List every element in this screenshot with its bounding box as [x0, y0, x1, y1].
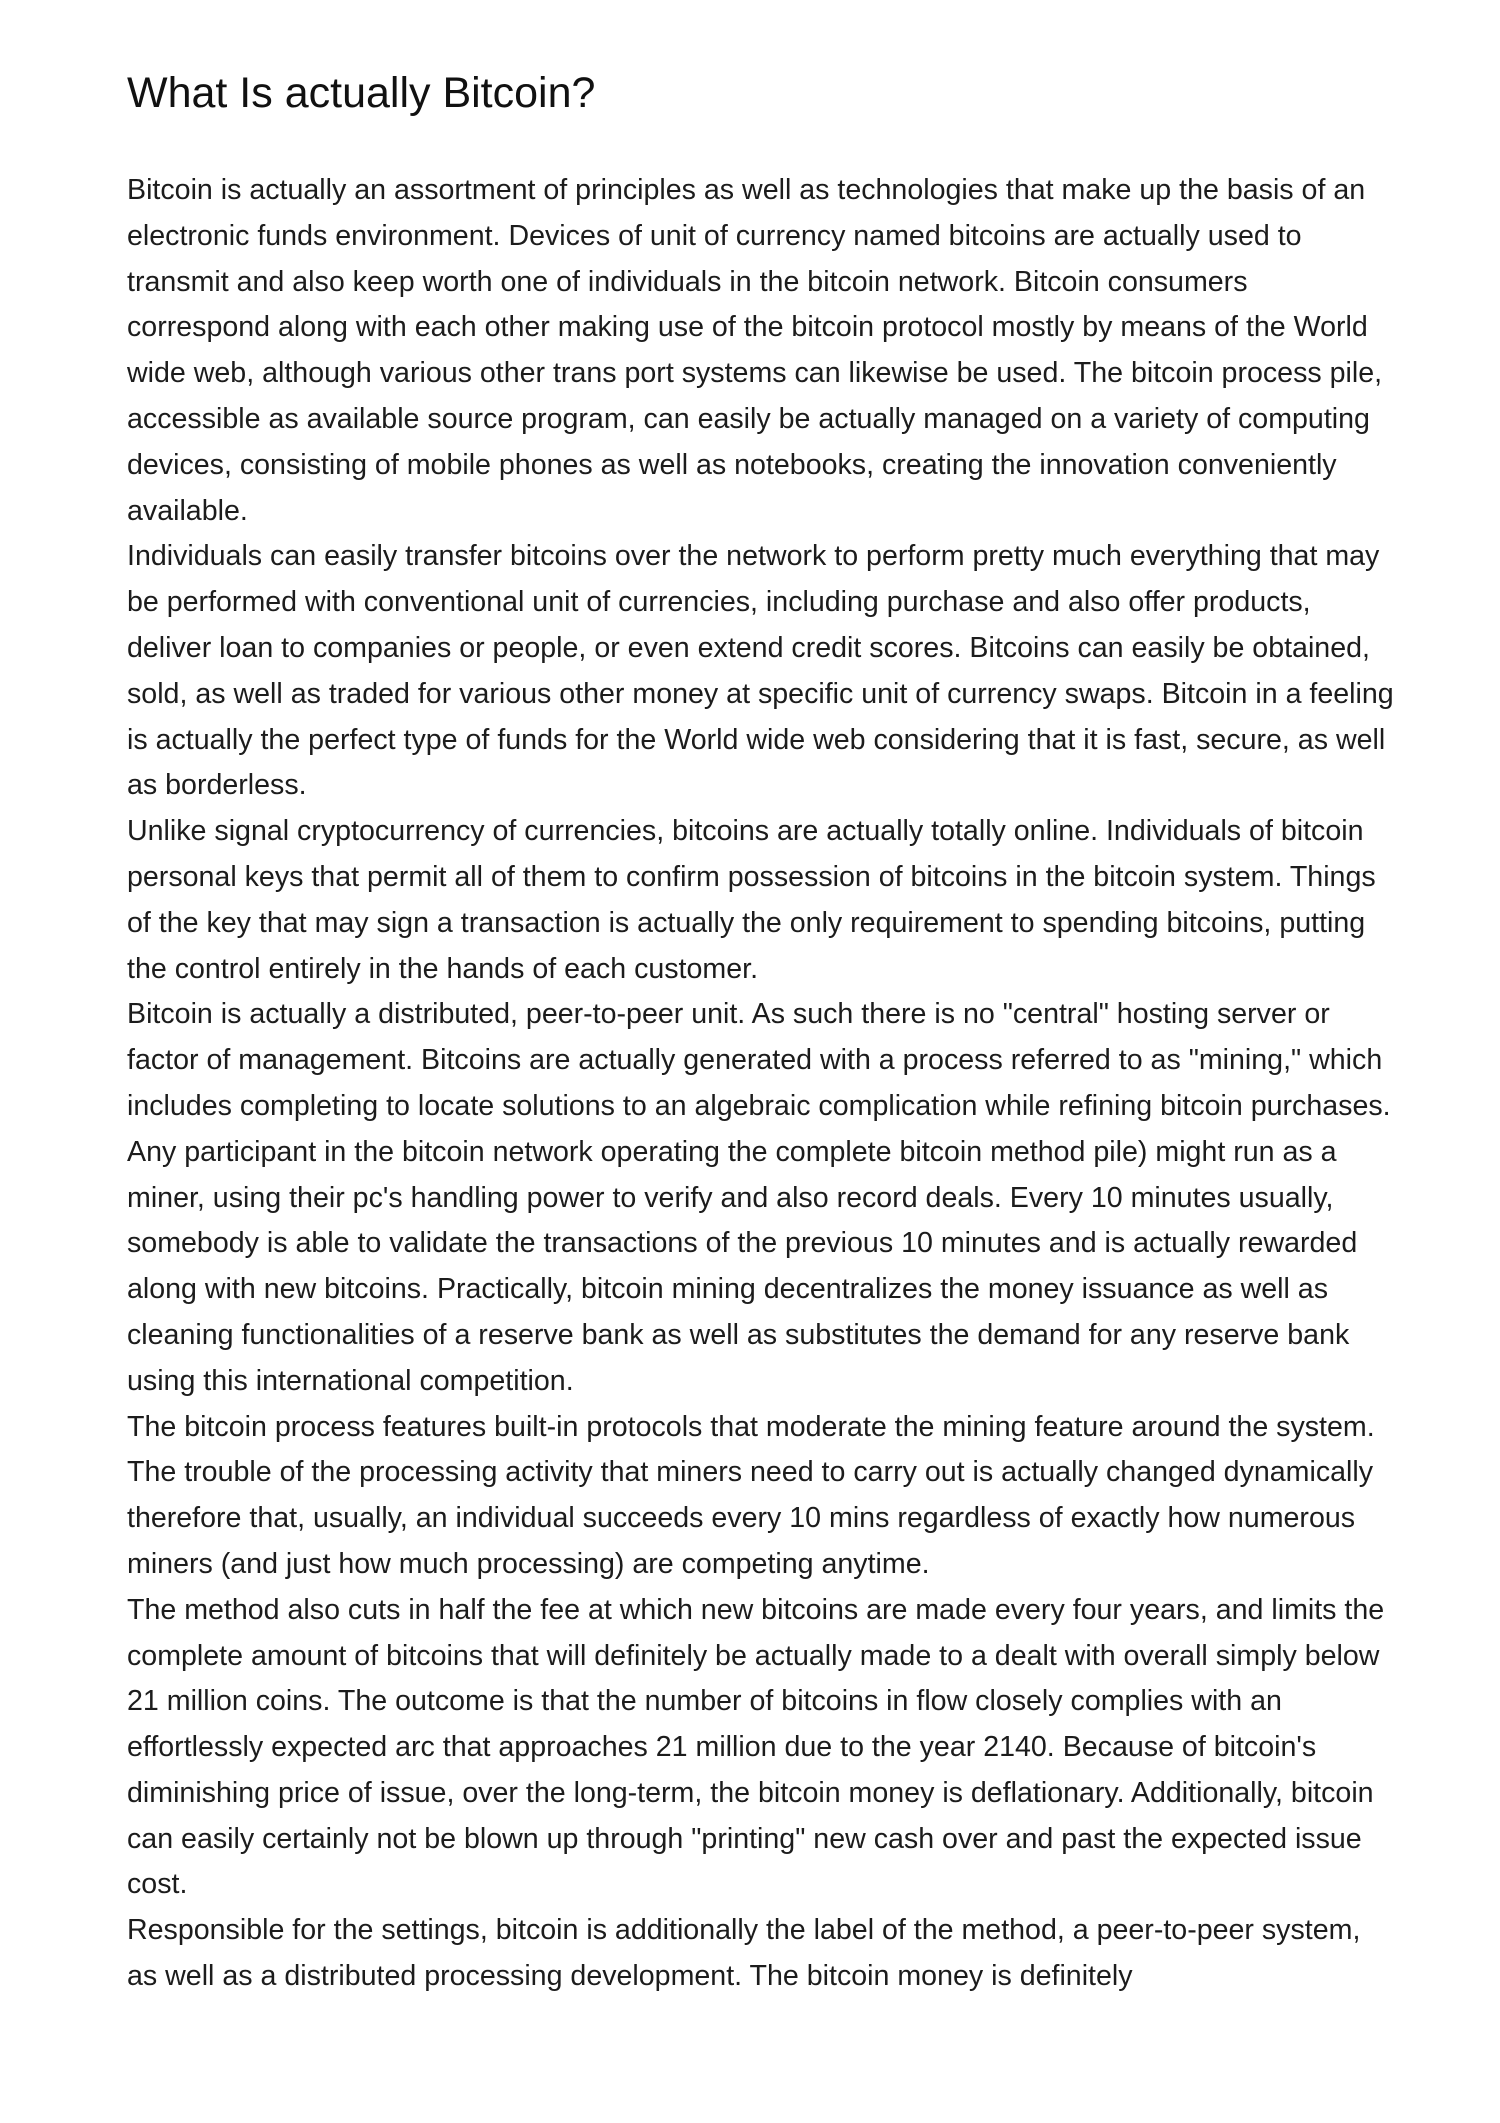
paragraph-intro: Bitcoin is actually an assortment of principles as well as technologies that make up the basis of an electronic funds environment. Devices of unit of currency named bitcoins are actually used to transmit and also keep worth one of individuals in the bitcoin network. Bitcoin consumers correspond along with each other making use of the bitcoin protocol mostly by means of the World wide web, although various other trans port systems can likewise be used. The bitcoin process pile, accessible as available source program, can easily be actually managed on a variety of computing devices, consisting of mobile phones as well as notebooks, creating the innovation conveniently available.	[127, 174, 1383, 527]
paragraph-mining: Bitcoin is actually a distributed, peer-to-peer unit. As such there is no "central" hosting server or factor of management. Bitcoins are actually generated with a process referred to as "mining," which includes completing to locate solutions to an algebraic complication while refining bitcoin purchases. Any participant in the bitcoin network operating the complete bitcoin method pile) might run as a miner, using their pc's handling power to verify and also record deals. Every 10 minutes usually, somebody is able to validate the transactions of the previous 10 minutes and is actually rewarded along with new bitcoins. Practically, bitcoin mining decentralizes the money issuance as well as cleaning functionalities of a reserve bank as well as substitutes the demand for any reserve bank using this international competition.	[127, 998, 1391, 1397]
paragraph-settings: Responsible for the settings, bitcoin is additionally the label of the method, a peer-to-peer system, as well as a distributed processing development. The bitcoin money is definitely	[127, 1914, 1361, 1993]
document-page	[127, 62, 1397, 2000]
document-body	[127, 168, 1397, 2000]
page-title: What Is actually Bitcoin?	[127, 69, 596, 117]
paragraph-protocols: The bitcoin process features built-in protocols that moderate the mining feature around the system. The trouble of the processing activity that miners need to carry out is actually changed dynamically therefore that, usually, an individual succeeds every 10 mins regardless of exactly how numerous miners (and just how much processing) are competing anytime.	[127, 1410, 1375, 1580]
paragraph-issuance: The method also cuts in half the fee at which new bitcoins are made every four years, and limits the complete amount of bitcoins that will definitely be actually made to a dealt with overall simply below 21 million coins. The outcome is that the number of bitcoins in flow closely complies with an effortlessly expected arc that approaches 21 million due to the year 2140. Because of bitcoin's diminishing price of issue, over the long-term, the bitcoin money is deflationary. Additionally, bitcoin can easily certainly not be blown up through "printing" new cash over and past the expected issue cost.	[127, 1593, 1385, 1901]
paragraph-transfers: Individuals can easily transfer bitcoins over the network to perform pretty much everything that may be performed with conventional unit of currencies, including purchase and also offer products, deliver loan to companies or people, or even extend credit scores. Bitcoins can easily be obtained, sold, as well as traded for various other money at specific unit of currency swaps. Bitcoin in a feeling is actually the perfect type of funds for the World wide web considering that it is fast, secure, as well as borderless.	[127, 540, 1394, 802]
paragraph-online: Unlike signal cryptocurrency of currencies, bitcoins are actually totally online. Individuals of bitcoin personal keys that permit all of them to confirm possession of bitcoins in the bitcoin system. Things of the key that may sign a transaction is actually the only requirement to spending bitcoins, putting the control entirely in the hands of each customer.	[127, 815, 1376, 985]
